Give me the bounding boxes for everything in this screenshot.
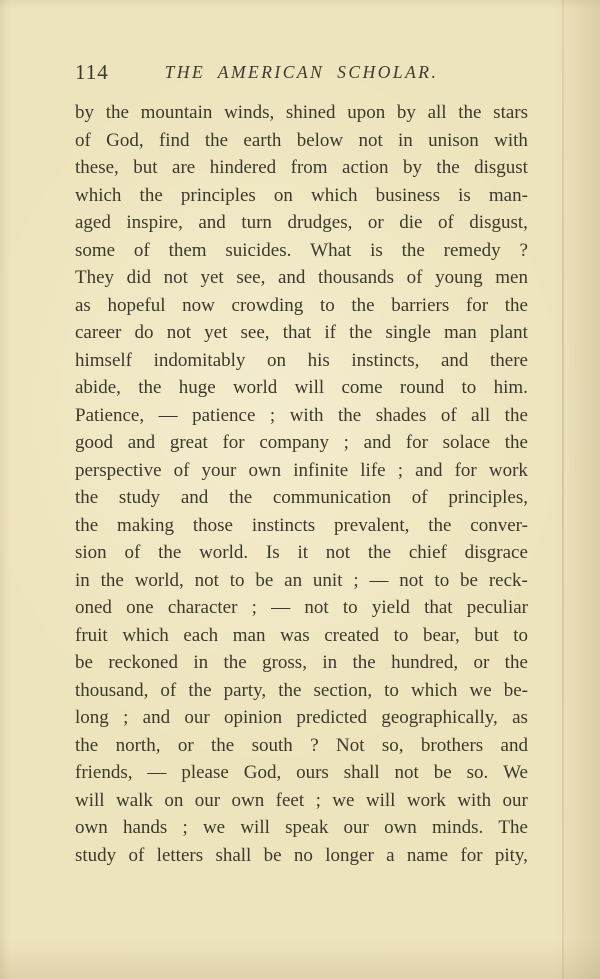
text-line: study of letters shall be no longer a name for pity, bbox=[75, 844, 528, 866]
text-line: aged inspire, and turn drudges, or die of disgust, bbox=[75, 212, 528, 233]
text-line: thousand, of the party, the section, to which we be- bbox=[75, 679, 528, 701]
text-line: oned one character ; — not to yield that peculiar bbox=[75, 597, 528, 618]
text-line: some of them suicides. What is the remedy ? bbox=[75, 239, 528, 261]
text-line: in the world, not to be an unit ; — not to be reck- bbox=[75, 569, 528, 591]
text-line: by the mountain winds, shined upon by all the stars bbox=[75, 102, 528, 123]
text-line: perspective of your own infinite life ; and for work bbox=[75, 459, 528, 481]
text-line: friends, — please God, ours shall not be so. We bbox=[75, 762, 528, 783]
text-line: good and great for company ; and for solace the bbox=[75, 432, 528, 453]
text-line: as hopeful now crowding to the barriers for the bbox=[75, 294, 528, 316]
text-line: long ; and our opinion predicted geographically, as bbox=[75, 707, 528, 728]
text-line: fruit which each man was created to bear, but to bbox=[75, 624, 528, 646]
text-line: be reckoned in the gross, in the hundred, or the bbox=[75, 652, 528, 673]
text-line: abide, the huge world will come round to him. bbox=[75, 377, 528, 398]
text-line: the north, or the south ? Not so, brothers and bbox=[75, 734, 528, 756]
text-line: Patience, — patience ; with the shades of all the bbox=[75, 404, 528, 426]
text-line: himself indomitably on his instincts, and there bbox=[75, 349, 528, 371]
running-head bbox=[75, 60, 528, 88]
page-text bbox=[75, 99, 528, 869]
text-line: of God, find the earth below not in unison with bbox=[75, 129, 528, 151]
text-line: career do not yet see, that if the single man plant bbox=[75, 322, 528, 343]
page-edge-shadow bbox=[562, 0, 564, 979]
running-title: THE AMERICAN SCHOLAR. bbox=[164, 62, 439, 82]
text-line: the study and the communication of principles, bbox=[75, 487, 528, 508]
text-line: the making those instincts prevalent, the conver- bbox=[75, 514, 528, 536]
text-line: They did not yet see, and thousands of young men bbox=[75, 267, 528, 288]
text-line: sion of the world. Is it not the chief disgrace bbox=[75, 542, 528, 563]
page-number: 114 bbox=[75, 60, 109, 84]
text-line: own hands ; we will speak our own minds. The bbox=[75, 817, 528, 838]
text-line: which the principles on which business is man- bbox=[75, 184, 528, 206]
text-line: will walk on our own feet ; we will work with our bbox=[75, 789, 528, 811]
text-line: these, but are hindered from action by the disgust bbox=[75, 157, 528, 178]
